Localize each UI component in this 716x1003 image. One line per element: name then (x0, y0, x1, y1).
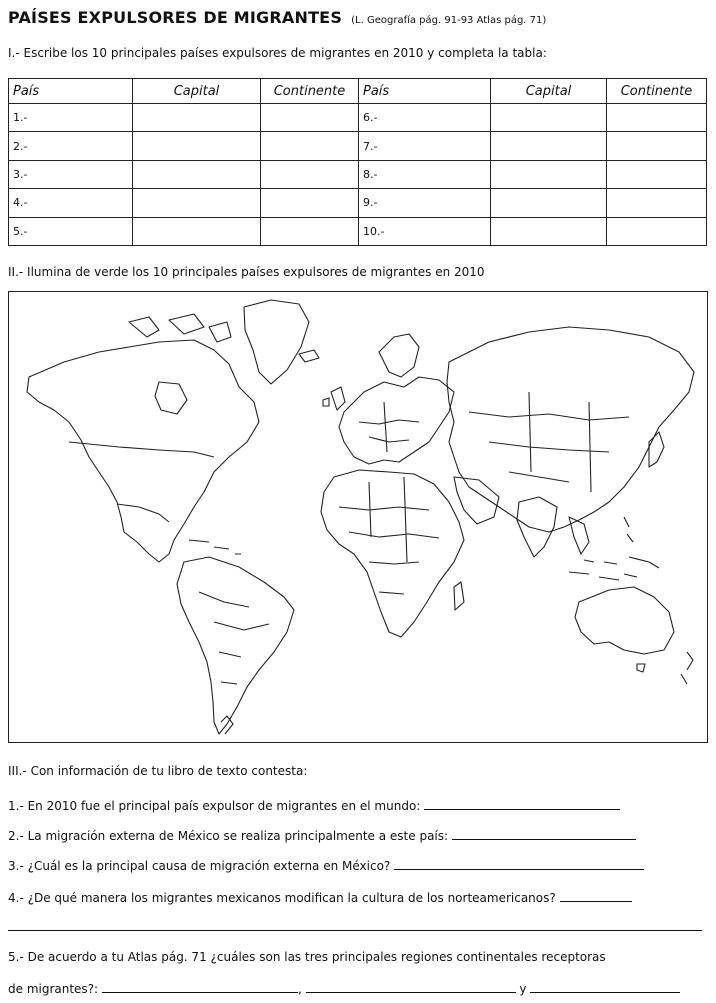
continent-cell[interactable] (261, 104, 359, 132)
capital-cell[interactable] (133, 104, 261, 132)
africa-outline (321, 470, 464, 637)
row-number: 2.- (9, 132, 133, 160)
antarctica-fragment (221, 716, 233, 734)
table-row (9, 189, 707, 217)
header-pais-2: País (359, 79, 491, 104)
continent-cell[interactable] (607, 104, 707, 132)
answer-5a-blank[interactable] (102, 980, 298, 993)
scandinavia-outline (379, 334, 419, 377)
north-america-outline (27, 340, 259, 562)
answer-4-blank[interactable] (560, 889, 632, 902)
answer-4-extra-line[interactable] (8, 930, 702, 931)
question-2 (8, 827, 636, 843)
title-reference: (L. Geografía pág. 91-93 Atlas pág. 71) (351, 15, 547, 26)
australia-outline (575, 587, 674, 654)
answer-5-and: y (519, 982, 527, 996)
continent-cell[interactable] (261, 189, 359, 217)
madagascar (454, 582, 464, 610)
canada-border (69, 442, 214, 457)
question-4 (8, 889, 632, 905)
continent-cell[interactable] (607, 217, 707, 245)
row-number: 7.- (359, 132, 491, 160)
question-5-text: 5.- De acuerdo a tu Atlas pág. 71 ¿cuáles son las tres principales regiones continentales receptoras (8, 950, 606, 964)
continent-cell[interactable] (607, 160, 707, 188)
indonesia-islands (569, 557, 659, 580)
continent-cell[interactable] (261, 160, 359, 188)
tasmania (637, 664, 645, 672)
british-isles (323, 387, 345, 410)
table-row (9, 132, 707, 160)
section1-heading: I.- Escribe los 10 principales países expulsores de migrantes en 2010 y completa la tabla: (8, 46, 547, 60)
capital-cell[interactable] (491, 189, 607, 217)
table-row (9, 160, 707, 188)
arctic-islands (129, 314, 231, 342)
row-number: 8.- (359, 160, 491, 188)
row-number: 10.- (359, 217, 491, 245)
capital-cell[interactable] (133, 217, 261, 245)
answer-1-blank[interactable] (424, 797, 620, 810)
europe-borders (359, 402, 419, 452)
table-row (9, 217, 707, 245)
india-outline (517, 497, 557, 557)
capital-cell[interactable] (491, 104, 607, 132)
capital-cell[interactable] (491, 132, 607, 160)
asia-borders (469, 392, 629, 492)
south-america-outline (177, 557, 294, 734)
answer-5c-blank[interactable] (530, 980, 680, 993)
world-map-outline (9, 292, 706, 741)
title-main: PAÍSES EXPULSORES DE MIGRANTES (8, 8, 343, 27)
asia-outline (447, 327, 694, 532)
question-1 (8, 797, 620, 813)
capital-cell[interactable] (133, 160, 261, 188)
section3-heading: III.- Con información de tu libro de texto contesta: (8, 764, 308, 778)
hudson-bay (155, 382, 187, 414)
question-2-text: 2.- La migración externa de México se realiza principalmente a este país: (8, 829, 449, 843)
caribbean-islands (189, 540, 241, 554)
header-capital-1: Capital (133, 79, 261, 104)
capital-cell[interactable] (133, 132, 261, 160)
question-5-answers (8, 980, 680, 996)
answer-5-comma: , (297, 982, 302, 996)
table-header-row (9, 79, 707, 104)
worksheet-title (8, 8, 546, 27)
arabian-peninsula (454, 477, 499, 524)
table-row (9, 104, 707, 132)
answer-2-blank[interactable] (452, 827, 636, 840)
southeast-asia (569, 517, 589, 554)
header-capital-2: Capital (491, 79, 607, 104)
section2-heading: II.- Ilumina de verde los 10 principales países expulsores de migrantes en 2010 (8, 265, 485, 279)
capital-cell[interactable] (133, 189, 261, 217)
greenland-outline (244, 300, 309, 384)
question-3-text: 3.- ¿Cuál es la principal causa de migración externa en México? (8, 859, 391, 873)
iceland (299, 350, 319, 362)
capital-cell[interactable] (491, 217, 607, 245)
us-mexico-border (117, 504, 169, 522)
row-number: 4.- (9, 189, 133, 217)
africa-borders (339, 477, 439, 594)
continent-cell[interactable] (607, 132, 707, 160)
header-continente-1: Continente (261, 79, 359, 104)
question-1-text: 1.- En 2010 fue el principal país expulsor de migrantes en el mundo: (8, 799, 421, 813)
countries-table (8, 78, 707, 246)
answer-3-blank[interactable] (394, 857, 644, 870)
japan (649, 432, 664, 467)
header-continente-2: Continente (607, 79, 707, 104)
continent-cell[interactable] (607, 189, 707, 217)
header-pais-1: País (9, 79, 133, 104)
answer-5b-blank[interactable] (306, 980, 516, 993)
capital-cell[interactable] (491, 160, 607, 188)
row-number: 9.- (359, 189, 491, 217)
row-number: 1.- (9, 104, 133, 132)
row-number: 6.- (359, 104, 491, 132)
world-map[interactable] (8, 291, 708, 743)
row-number: 5.- (9, 217, 133, 245)
question-5 (8, 950, 606, 964)
philippines (624, 517, 633, 542)
continent-cell[interactable] (261, 132, 359, 160)
question-3 (8, 857, 644, 873)
question-5-text-cont: de migrantes?: (8, 982, 99, 996)
question-4-text: 4.- ¿De qué manera los migrantes mexicanos modifican la cultura de los norteamericanos? (8, 891, 556, 905)
new-zealand (681, 652, 693, 684)
continent-cell[interactable] (261, 217, 359, 245)
row-number: 3.- (9, 160, 133, 188)
